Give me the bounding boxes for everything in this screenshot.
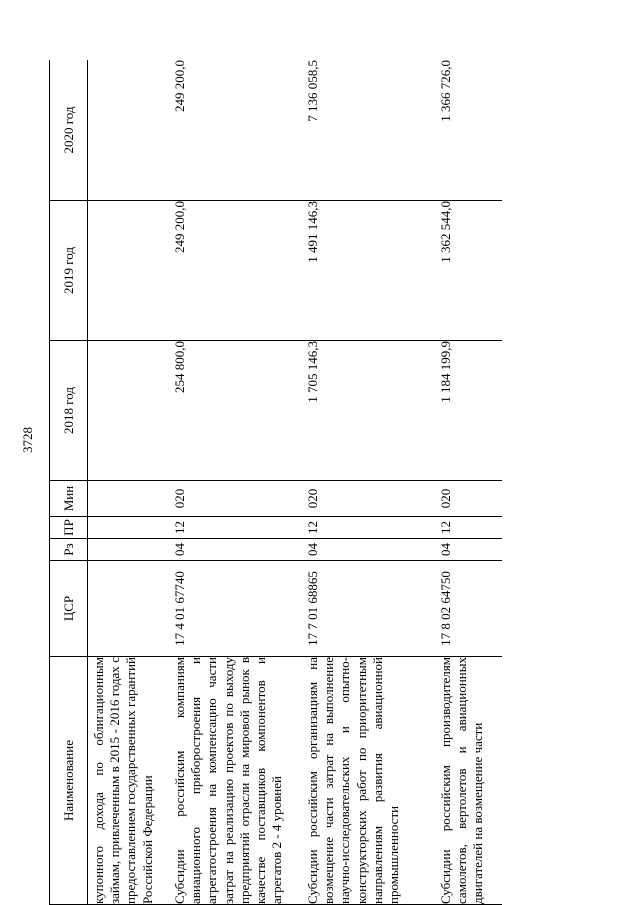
row-rz (88, 539, 170, 561)
header-csr: ЦСР (50, 561, 88, 657)
budget-table (49, 60, 502, 905)
row-pr: 12 (169, 517, 302, 539)
row-rz: 04 (169, 539, 302, 561)
header-min: Мин (50, 481, 88, 517)
page-number: 3728 (20, 427, 35, 453)
row-2020: 7 136 058,5 (302, 60, 435, 201)
row-name: купонного дохода по облигационным займам, привлеченным в 2015 - 2016 годах с предоставлением государственных гарантий Российской Федерации (88, 657, 170, 905)
row-2018: 1 705 146,3 (302, 341, 435, 481)
header-2019: 2019 год (50, 201, 88, 341)
row-2020 (88, 60, 170, 201)
header-row (50, 60, 88, 905)
row-2020: 1 366 726,0 (435, 60, 502, 201)
row-csr (88, 561, 170, 657)
row-2018: 254 800,0 (169, 341, 302, 481)
table-row (88, 60, 170, 905)
row-min: 020 (302, 481, 435, 517)
row-name: Субсидии российским производителям самолетов, вертолетов и авиационных двигателей на возмещение части (435, 657, 502, 905)
row-2019: 1 362 544,0 (435, 201, 502, 341)
table-row (169, 60, 302, 905)
row-rz: 04 (302, 539, 435, 561)
table-row (435, 60, 502, 905)
row-min (88, 481, 170, 517)
row-2019: 249 200,0 (169, 201, 302, 341)
row-min: 020 (169, 481, 302, 517)
row-csr: 17 8 02 64750 (435, 561, 502, 657)
table-area (49, 60, 589, 905)
row-rz: 04 (435, 539, 502, 561)
row-min: 020 (435, 481, 502, 517)
row-2019 (88, 201, 170, 341)
rotated-sheet (49, 60, 589, 905)
row-pr: 12 (302, 517, 435, 539)
row-2018 (88, 341, 170, 481)
header-2020: 2020 год (50, 60, 88, 201)
row-csr: 17 7 01 68865 (302, 561, 435, 657)
row-name: Субсидии российским организациям на возмещение части затрат на выполнение научно-исследовательских и опытно-конструкторских работ по приоритетным направлениям развития авиационной промышленности (302, 657, 435, 905)
header-pr: ПР (50, 517, 88, 539)
table-row (302, 60, 435, 905)
row-2018: 1 184 199,9 (435, 341, 502, 481)
header-rz: Рз (50, 539, 88, 561)
header-2018: 2018 год (50, 341, 88, 481)
row-pr: 12 (435, 517, 502, 539)
row-name: Субсидии российским компаниям авиационного приборостроения и агрегатостроения на компенсацию части затрат на реализацию проектов по выходу предприятий отрасли на мировой рынок в качестве поставщиков компонентов и агрегатов 2 - 4 уровней (169, 657, 302, 905)
row-2019: 1 491 146,3 (302, 201, 435, 341)
row-pr (88, 517, 170, 539)
row-csr: 17 4 01 67740 (169, 561, 302, 657)
header-name: Наименование (50, 657, 88, 905)
row-2020: 249 200,0 (169, 60, 302, 201)
